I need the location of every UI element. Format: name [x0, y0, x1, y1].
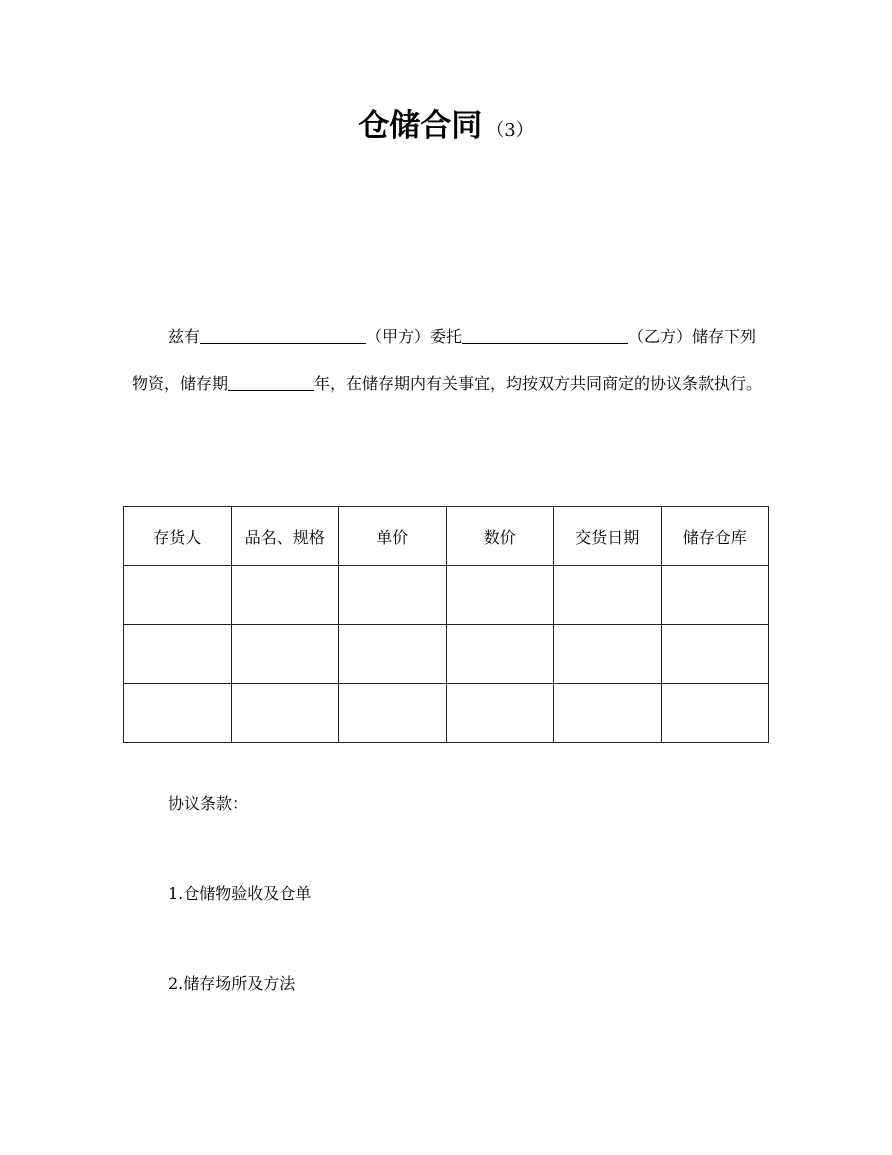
header-quantity: 数价: [446, 507, 554, 566]
table-cell[interactable]: [446, 684, 554, 743]
header-depositor: 存货人: [124, 507, 232, 566]
title-main: 仓储合同: [358, 108, 483, 144]
table-cell[interactable]: [661, 625, 769, 684]
table-cell[interactable]: [339, 566, 447, 625]
table-cell[interactable]: [554, 566, 662, 625]
clause-item: 2.储存场所及方法: [168, 974, 296, 993]
header-unit-price: 单价: [339, 507, 447, 566]
table-cell[interactable]: [661, 684, 769, 743]
table-cell[interactable]: [124, 566, 232, 625]
table-cell[interactable]: [661, 566, 769, 625]
table-cell[interactable]: [231, 625, 339, 684]
document-title: [0, 104, 892, 153]
table-row: [124, 684, 769, 743]
goods-table: [123, 506, 769, 743]
table-cell[interactable]: [446, 625, 554, 684]
table-cell[interactable]: [231, 684, 339, 743]
table-cell[interactable]: [554, 684, 662, 743]
intro-paragraph: [132, 313, 772, 407]
table-row: [124, 566, 769, 625]
table-cell[interactable]: [231, 566, 339, 625]
header-name-spec: 品名、规格: [231, 507, 339, 566]
header-delivery-date: 交货日期: [554, 507, 662, 566]
storage-period-blank[interactable]: [228, 373, 314, 391]
table-header-row: [124, 507, 769, 566]
table-cell[interactable]: [339, 684, 447, 743]
clauses-heading: 协议条款：: [168, 794, 249, 813]
table-cell[interactable]: [339, 625, 447, 684]
clause-item: 1.仓储物验收及仓单: [168, 884, 312, 903]
intro-text-2: （甲方）委托: [366, 327, 463, 346]
title-number: （3）: [486, 120, 534, 141]
table-cell[interactable]: [446, 566, 554, 625]
table-cell[interactable]: [554, 625, 662, 684]
intro-text-3: （乙方）储存下列物资，储存期: [132, 327, 757, 393]
intro-text-1: 兹有: [168, 327, 201, 346]
intro-text-4: 年，在储存期内有关事宜，均按双方共同商定的协议条款执行。: [314, 374, 763, 393]
table-cell[interactable]: [124, 625, 232, 684]
party-b-blank[interactable]: [462, 326, 628, 344]
party-a-blank[interactable]: [200, 326, 366, 344]
table-row: [124, 625, 769, 684]
header-warehouse: 储存仓库: [661, 507, 769, 566]
table-cell[interactable]: [124, 684, 232, 743]
